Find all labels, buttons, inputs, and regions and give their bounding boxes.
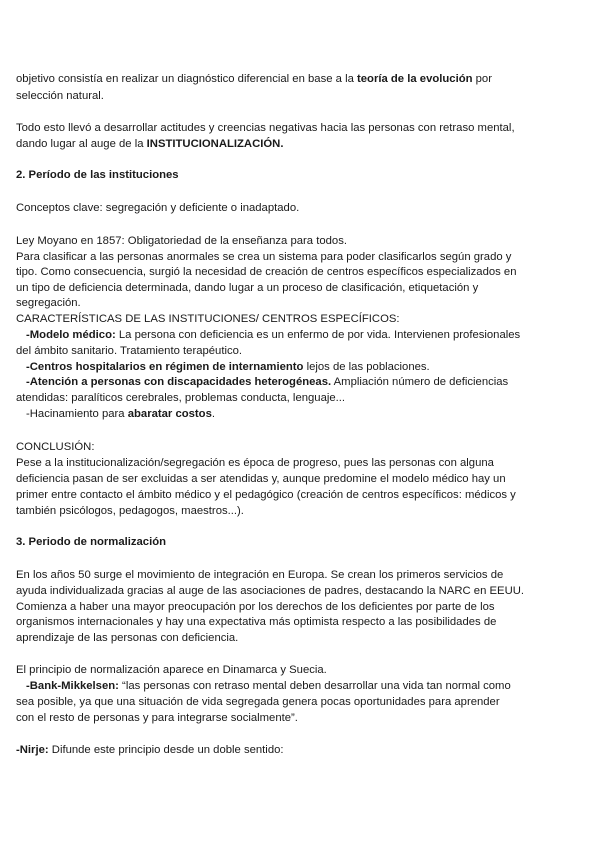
paragraph-line: Comienza a haber una mayor preocupación por los derechos de los deficientes por parte de los — [16, 601, 495, 613]
list-item-continuation: sea posible, ya que una situación de vida segregada genera pocas oportunidades para aprender — [16, 696, 500, 708]
list-item: -Centros hospitalarios en régimen de internamiento lejos de las poblaciones. — [26, 361, 430, 373]
paragraph-line: Ley Moyano en 1857: Obligatoriedad de la enseñanza para todos. — [16, 235, 347, 247]
paragraph-line: Conceptos clave: segregación y deficiente o inadaptado. — [16, 202, 300, 214]
paragraph-line: objetivo consistía en realizar un diagnóstico diferencial en base a la teoría de la evolución por — [16, 73, 492, 85]
paragraph-line: En los años 50 surge el movimiento de integración en Europa. Se crean los primeros servicios de — [16, 569, 504, 581]
subheading: CONCLUSIÓN: — [16, 441, 95, 453]
paragraph-line: aprendizaje de las personas con deficiencia. — [16, 632, 239, 644]
list-item: -Atención a personas con discapacidades heterogéneas. Ampliación número de deficiencias — [26, 376, 509, 388]
paragraph-line: organismos internacionales y hay una expectativa más optimista respecto a las posibilidades de — [16, 616, 497, 628]
bold-term: teoría de la evolución — [357, 73, 473, 85]
list-item: -Nirje: Difunde este principio desde un doble sentido: — [16, 744, 284, 756]
section-heading: 3. Periodo de normalización — [16, 536, 167, 548]
paragraph-line: ayuda individualizada gracias al auge de las asociaciones de padres, destacando la NARC en EEUU. — [16, 585, 525, 597]
paragraph-line: también psicólogos, pedagogos, maestros...). — [16, 505, 244, 517]
paragraph-line: segregación. — [16, 297, 81, 309]
paragraph-line: dando lugar al auge de la INSTITUCIONALIZACIÓN. — [16, 138, 284, 150]
subheading: CARACTERÍSTICAS DE LAS INSTITUCIONES/ CENTROS ESPECÍFICOS: — [16, 313, 400, 325]
list-item: -Modelo médico: La persona con deficiencia es un enfermo de por vida. Intervienen profesionales — [26, 329, 521, 341]
list-item: -Hacinamiento para abaratar costos. — [26, 408, 216, 420]
paragraph-line: Pese a la institucionalización/segregación es época de progreso, pues las personas con alguna — [16, 457, 494, 469]
paragraph-line: Para clasificar a las personas anormales se crea un sistema para poder clasificarlos según grado y — [16, 251, 512, 263]
paragraph-line: deficiencia pasan de ser excluidas a ser atendidas y, aunque predomine el modelo médico hay un — [16, 473, 506, 485]
paragraph-line: un tipo de deficiencia determinada, dando lugar a un proceso de clasificación, etiquetación y — [16, 282, 479, 294]
section-heading: 2. Período de las instituciones — [16, 169, 179, 181]
paragraph-line: primer entre contacto el ámbito médico y el pedagógico (creación de centros específicos: médicos y — [16, 489, 516, 501]
paragraph-line: Todo esto llevó a desarrollar actitudes y creencias negativas hacia las personas con retraso mental, — [16, 122, 515, 134]
list-item-continuation: atendidas: paralíticos cerebrales, problemas conducta, lenguaje... — [16, 392, 346, 404]
paragraph-line: El principio de normalización aparece en Dinamarca y Suecia. — [16, 664, 327, 676]
paragraph-line: tipo. Como consecuencia, surgió la necesidad de creación de centros específicos especializados en — [16, 266, 517, 278]
list-item-continuation: del ámbito sanitario. Tratamiento terapéutico. — [16, 345, 243, 357]
list-item: -Bank-Mikkelsen: “las personas con retraso mental deben desarrollar una vida tan normal como — [26, 680, 511, 692]
bold-term: INSTITUCIONALIZACIÓN. — [146, 138, 284, 150]
paragraph-line: selección natural. — [16, 90, 104, 102]
list-item-continuation: con el resto de personas y para integrarse socialmente”. — [16, 712, 298, 724]
